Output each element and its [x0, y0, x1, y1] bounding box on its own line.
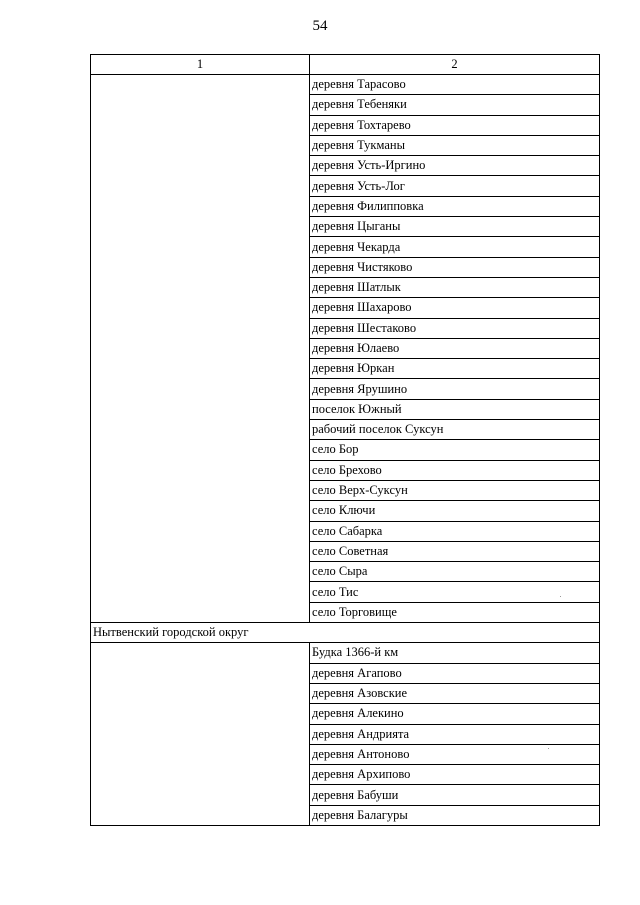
- municipality-cell: [91, 75, 310, 623]
- settlement-cell: деревня Тохтарево: [310, 115, 600, 135]
- settlement-cell: деревня Усть-Иргино: [310, 156, 600, 176]
- settlement-cell: деревня Архипово: [310, 765, 600, 785]
- municipality-cell: [91, 643, 310, 826]
- settlement-cell: деревня Тукманы: [310, 135, 600, 155]
- settlement-cell: деревня Тарасово: [310, 75, 600, 95]
- settlement-cell: деревня Чекарда: [310, 237, 600, 257]
- settlement-cell: деревня Усть-Лог: [310, 176, 600, 196]
- settlement-cell: деревня Алекино: [310, 704, 600, 724]
- settlement-cell: Будка 1366-й км: [310, 643, 600, 663]
- region-row: [91, 623, 600, 643]
- table-row: [91, 75, 600, 95]
- scan-speck: [560, 596, 561, 597]
- settlement-cell: деревня Юркан: [310, 359, 600, 379]
- settlement-cell: село Тис: [310, 582, 600, 602]
- page-number: 54: [312, 18, 328, 34]
- settlement-cell: деревня Тебеняки: [310, 95, 600, 115]
- settlement-cell: поселок Южный: [310, 399, 600, 419]
- settlement-cell: деревня Агапово: [310, 663, 600, 683]
- settlements-table: [90, 54, 600, 826]
- settlement-cell: деревня Филипповка: [310, 196, 600, 216]
- table-header-row: [91, 55, 600, 75]
- settlement-cell: село Сыра: [310, 562, 600, 582]
- settlement-cell: село Советная: [310, 541, 600, 561]
- settlement-cell: село Ключи: [310, 501, 600, 521]
- settlement-cell: село Верх-Суксун: [310, 480, 600, 500]
- settlement-cell: деревня Андрията: [310, 724, 600, 744]
- settlement-cell: село Брехово: [310, 460, 600, 480]
- table-body: [91, 55, 600, 826]
- settlement-cell: село Торговище: [310, 602, 600, 622]
- settlement-cell: деревня Шахарово: [310, 298, 600, 318]
- settlement-cell: деревня Антоново: [310, 744, 600, 764]
- settlement-cell: деревня Ярушино: [310, 379, 600, 399]
- settlement-cell: село Сабарка: [310, 521, 600, 541]
- settlement-cell: деревня Юлаево: [310, 338, 600, 358]
- settlement-cell: деревня Чистяково: [310, 257, 600, 277]
- settlement-cell: деревня Шатлык: [310, 277, 600, 297]
- settlement-cell: деревня Шестаково: [310, 318, 600, 338]
- settlement-cell: село Бор: [310, 440, 600, 460]
- settlement-cell: деревня Цыганы: [310, 217, 600, 237]
- region-name: Нытвенский городской округ: [91, 623, 600, 643]
- scan-speck: [548, 748, 549, 749]
- settlement-cell: деревня Бабуши: [310, 785, 600, 805]
- column-header-2: 2: [310, 55, 600, 75]
- table-row: [91, 643, 600, 663]
- settlement-cell: деревня Азовские: [310, 683, 600, 703]
- settlement-cell: рабочий поселок Суксун: [310, 420, 600, 440]
- column-header-1: 1: [91, 55, 310, 75]
- settlement-cell: деревня Балагуры: [310, 805, 600, 825]
